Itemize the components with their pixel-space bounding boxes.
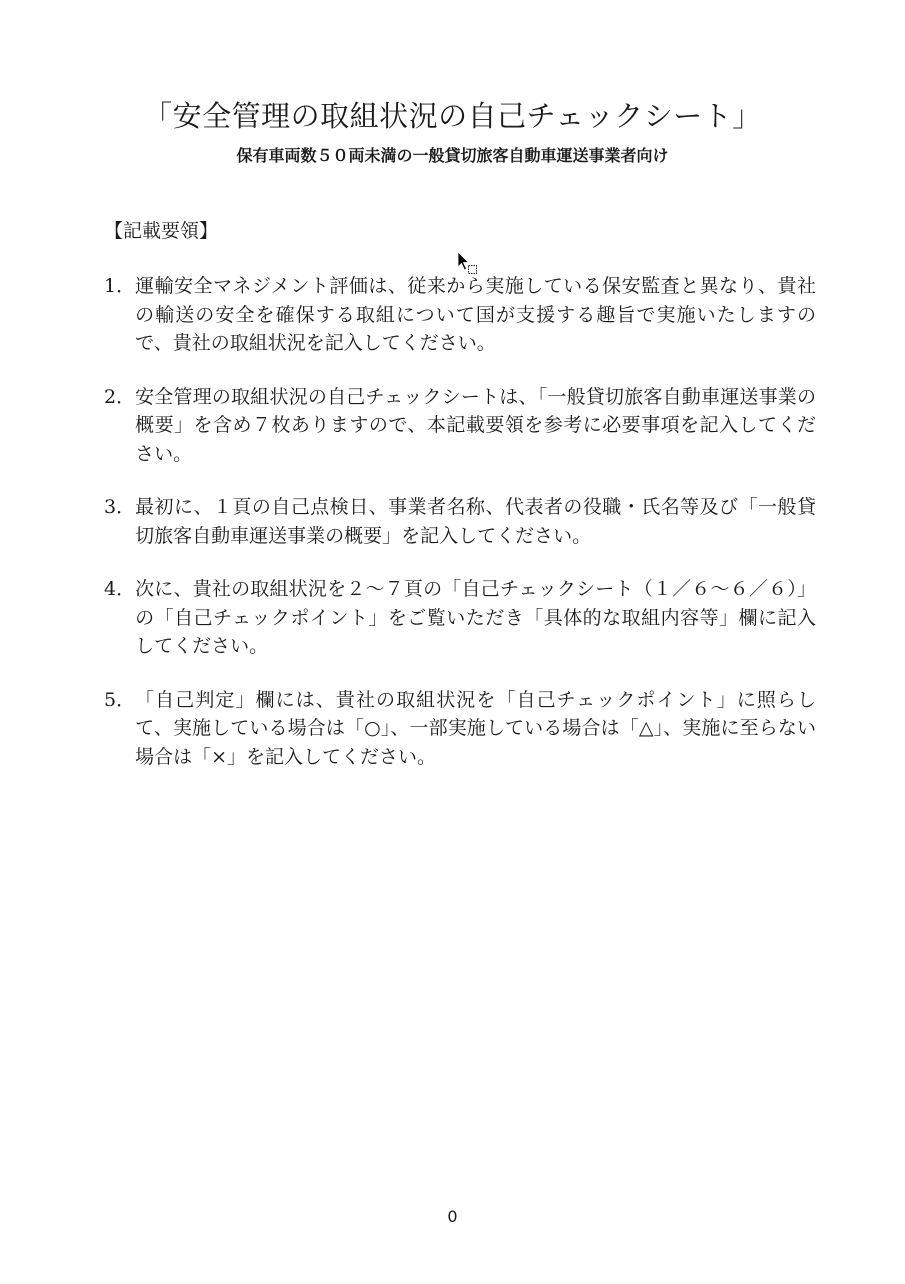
instruction-item-1 <box>104 272 816 358</box>
document-title: 「安全管理の取組状況の自己チェックシート」 <box>143 99 762 133</box>
instruction-item-2 <box>104 383 816 469</box>
instruction-number: 1． <box>104 275 136 297</box>
section-heading: 【記載要領】 <box>104 220 219 242</box>
instruction-number: 2． <box>104 385 136 408</box>
mouse-pointer-icon <box>456 251 484 279</box>
instruction-text: 次に、貴社の取組状況を２～７頁の「自己チェックシート（１／６～６／６）」の「自己チェックポイント」をご覧いただき「具体的な取組内容等」欄に記入してください。 <box>135 578 816 657</box>
page-number: 0 <box>447 1207 458 1226</box>
instruction-item-5 <box>104 686 816 772</box>
instruction-list <box>104 272 816 796</box>
instruction-number: 3． <box>104 496 136 518</box>
instruction-text: 「自己判定」欄には、貴社の取組状況を「自己チェックポイント」に照らして、実施している場合は「○」、一部実施している場合は「△」、実施に至らない場合は「×」を記入してください。 <box>135 688 816 768</box>
instruction-text: 運輸安全マネジメント評価は、従来から実施している保安監査と異なり、貴社の輸送の安全を確保する取組について国が支援する趣旨で実施いたしますので、貴社の取組状況を記入してください。 <box>135 275 816 354</box>
instruction-number: 5． <box>104 688 136 711</box>
instruction-text: 安全管理の取組状況の自己チェックシートは、「一般貸切旅客自動車運送事業の概要」を含め７枚ありますので、本記載要領を参考に必要事項を記入してください。 <box>135 385 816 465</box>
instruction-text: 最初に、１頁の自己点検日、事業者名称、代表者の役職・氏名等及び「一般貸切旅客自動車運送事業の概要」を記入してください。 <box>135 496 816 547</box>
instruction-number: 4． <box>104 578 136 600</box>
instruction-item-3 <box>104 493 816 550</box>
instruction-item-4 <box>104 575 816 661</box>
document-subtitle: 保有車両数５０両未満の一般貸切旅客自動車運送事業者向け <box>236 146 669 165</box>
